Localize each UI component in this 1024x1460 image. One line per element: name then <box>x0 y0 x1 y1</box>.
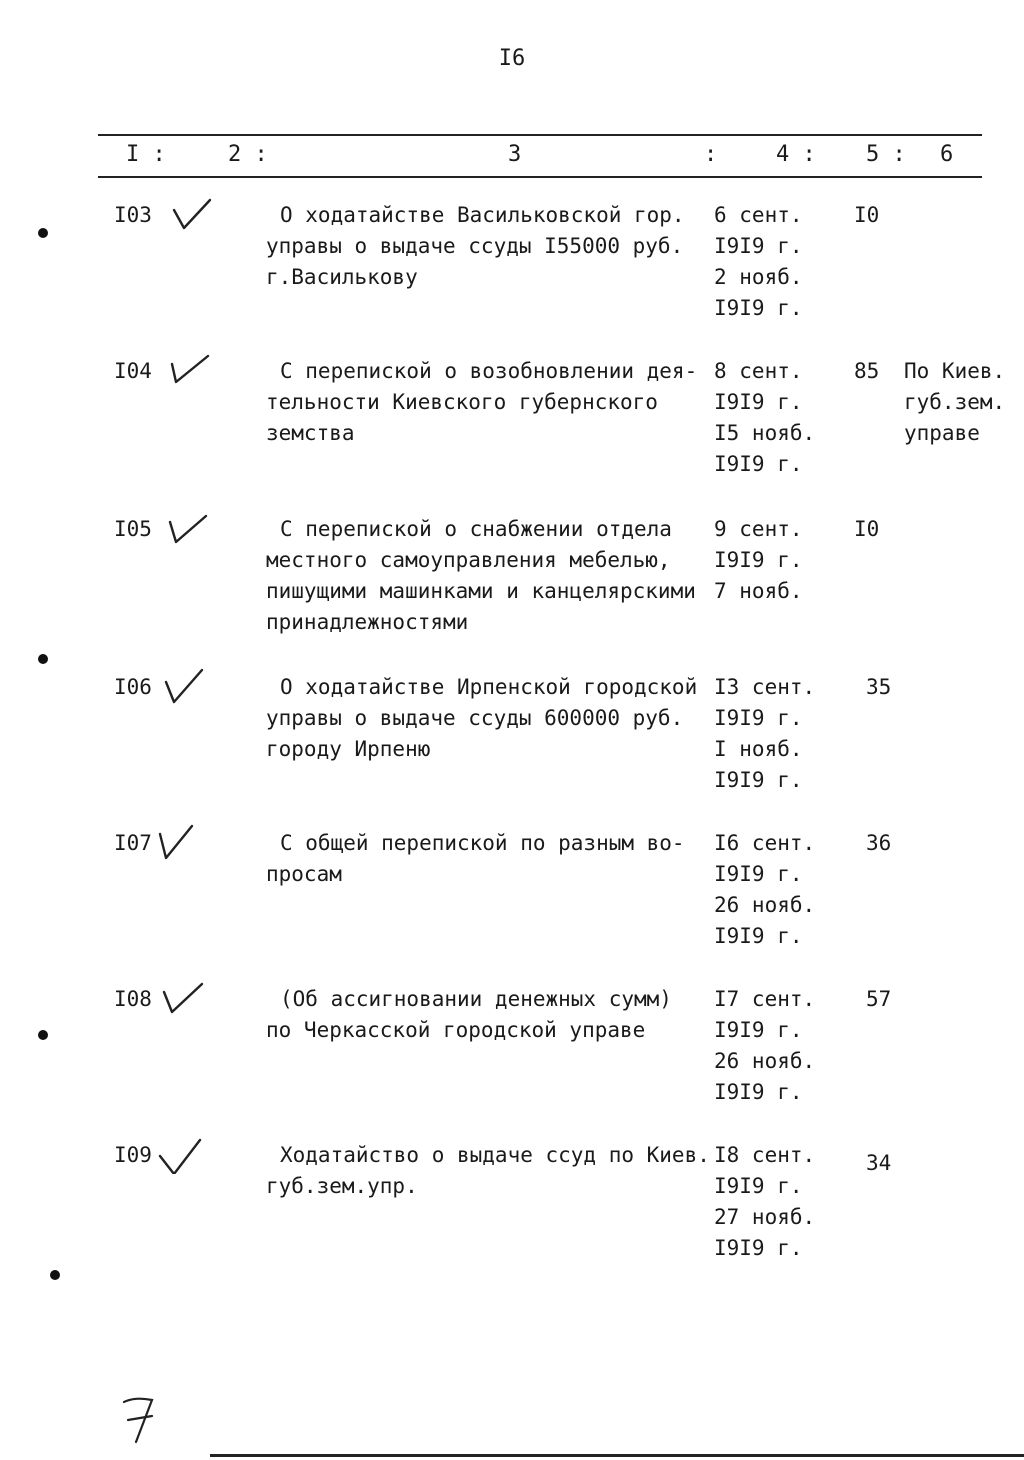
punch-hole-icon <box>38 654 48 664</box>
entry-title-line: местного самоуправления мебелью, <box>266 548 671 572</box>
entry-title-line: О ходатайстве Васильковской гор. <box>280 203 685 227</box>
entry-dates <box>714 200 834 324</box>
header-col-6: 6 <box>940 142 954 167</box>
entry-dates <box>714 356 834 480</box>
entry-title-line: губ.зем.упр. <box>266 1174 418 1198</box>
entry-note-line: По Киев. <box>904 359 1006 383</box>
entry-dates <box>714 984 834 1108</box>
entry-note-line: управе <box>904 421 980 445</box>
entry-title-line: городу Ирпеню <box>266 737 431 761</box>
entry-dates <box>714 514 834 607</box>
checkmark-icon <box>170 196 214 234</box>
entry-date-line: I9I9 г. <box>714 1018 803 1042</box>
entry-title-line: пишущими машинками и канцелярскими <box>266 579 696 603</box>
page-number: I6 <box>498 46 526 71</box>
entry-title-line: управы о выдаче ссуды I55000 руб. <box>266 234 684 258</box>
entry-date-line: 9 сент. <box>714 517 803 541</box>
punch-hole-icon <box>38 228 48 238</box>
checkmark-icon <box>158 1136 202 1174</box>
entry-date-line: I9I9 г. <box>714 234 803 258</box>
header-col-3: 3 <box>508 142 522 167</box>
entry-date-line: I9I9 г. <box>714 452 803 476</box>
punch-hole-icon <box>50 1270 60 1280</box>
header-col-1: I : <box>126 142 166 167</box>
entry-title-line: тельности Киевского губернского <box>266 390 658 414</box>
entry-date-line: I9I9 г. <box>714 768 803 792</box>
entry-number: I04 <box>114 359 152 383</box>
entry-title-line: управы о выдаче ссуды 600000 руб. <box>266 706 684 730</box>
entry-date-line: I9I9 г. <box>714 548 803 572</box>
entry-sheet-count: 57 <box>866 987 892 1011</box>
entry-title-line: г.Василькову <box>266 265 418 289</box>
checkmark-icon <box>156 824 200 862</box>
entry-date-line: I8 сент. <box>714 1143 816 1167</box>
header-col-4-separator: : <box>704 142 718 167</box>
entry-title-line: принадлежностями <box>266 610 469 634</box>
entry-title <box>266 984 710 1046</box>
entry-title-line: по Черкасской городской управе <box>266 1018 646 1042</box>
punch-hole-icon <box>38 1030 48 1040</box>
entry-title <box>266 200 710 293</box>
entry-title <box>266 356 710 449</box>
entry-title <box>266 828 710 890</box>
header-col-5: 5 : <box>866 142 906 167</box>
entry-date-line: I3 сент. <box>714 675 816 699</box>
entry-number: I06 <box>114 675 152 699</box>
entry-sheet-count: 85 <box>854 359 880 383</box>
entry-date-line: 2 нояб. <box>714 265 803 289</box>
entry-date-line: 7 нояб. <box>714 579 803 603</box>
entry-sheet-count: I0 <box>854 203 880 227</box>
entry-number: I05 <box>114 517 152 541</box>
entry-date-line: I9I9 г. <box>714 296 803 320</box>
entry-number: I03 <box>114 203 152 227</box>
entry-title-line: С перепиской о снабжении отдела <box>280 517 672 541</box>
entry-title <box>266 514 710 638</box>
entry-title-line: С общей перепиской по разным во- <box>280 831 685 855</box>
entry-number: I08 <box>114 987 152 1011</box>
entry-date-line: I9I9 г. <box>714 924 803 948</box>
entry-title-line: Ходатайство о выдаче ссуд по Киев. <box>280 1143 710 1167</box>
entry-dates <box>714 828 834 952</box>
entry-sheet-count: 35 <box>866 675 892 699</box>
entry-title <box>266 672 710 765</box>
entry-dates <box>714 672 834 796</box>
checkmark-icon <box>162 668 206 706</box>
entry-date-line: I9I9 г. <box>714 862 803 886</box>
entry-date-line: I9I9 г. <box>714 1080 803 1104</box>
entry-sheet-count: 36 <box>866 831 892 855</box>
entry-dates <box>714 1140 834 1264</box>
checkmark-icon <box>160 980 204 1018</box>
header-col-4: 4 : <box>776 142 816 167</box>
entry-title-line: земства <box>266 421 355 445</box>
entry-date-line: 27 нояб. <box>714 1205 816 1229</box>
entry-number: I07 <box>114 831 152 855</box>
entry-number: I09 <box>114 1143 152 1167</box>
entry-title-line: С перепиской о возобновлении дея- <box>280 359 698 383</box>
entry-title-line: О ходатайстве Ирпенской городской <box>280 675 698 699</box>
entry-date-line: 6 сент. <box>714 203 803 227</box>
entry-notes <box>904 356 1022 449</box>
entry-date-line: I9I9 г. <box>714 706 803 730</box>
entry-date-line: 26 нояб. <box>714 1049 816 1073</box>
handwritten-mark-icon <box>118 1396 162 1446</box>
checkmark-icon <box>166 510 210 548</box>
entry-date-line: 26 нояб. <box>714 893 816 917</box>
entry-sheet-count: I0 <box>854 517 880 541</box>
page-bottom-rule <box>210 1454 1024 1457</box>
entry-date-line: I9I9 г. <box>714 1236 803 1260</box>
entry-title <box>266 1140 710 1202</box>
entry-date-line: I9I9 г. <box>714 1174 803 1198</box>
header-col-2: 2 : <box>228 142 268 167</box>
entry-date-line: I9I9 г. <box>714 390 803 414</box>
entry-note-line: губ.зем. <box>904 390 1006 414</box>
entry-title-line: (Об ассигновании денежных сумм) <box>280 987 672 1011</box>
entry-date-line: I7 сент. <box>714 987 816 1011</box>
entry-title-line: просам <box>266 862 342 886</box>
entry-sheet-count: 34 <box>866 1151 892 1175</box>
entry-date-line: I5 нояб. <box>714 421 816 445</box>
entry-date-line: I нояб. <box>714 737 803 761</box>
checkmark-icon <box>168 352 212 390</box>
table-header-rule <box>98 176 982 178</box>
table-top-rule <box>98 134 982 136</box>
entry-date-line: 8 сент. <box>714 359 803 383</box>
entry-date-line: I6 сент. <box>714 831 816 855</box>
